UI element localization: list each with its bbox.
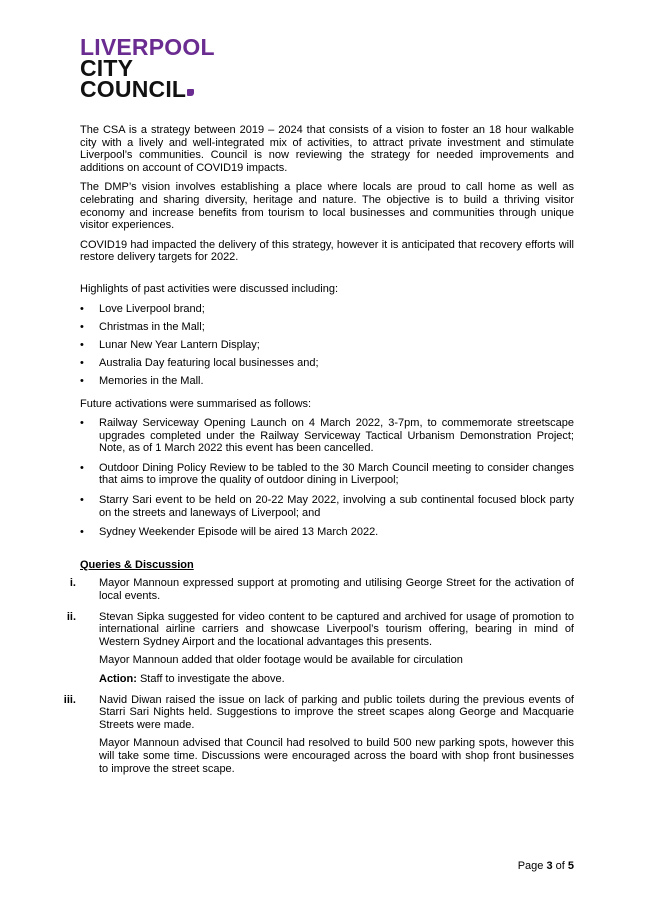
query-paragraph: Stevan Sipka suggested for video content to be captured and archived for usage of promotion to international airline carriers and showcase Liverpool’s tourism offering, bearing in mind of Western Sydney Airport and the locational advantages this presents. — [99, 610, 574, 648]
action-text: Staff to investigate the above. — [136, 673, 285, 685]
document-body — [63, 124, 574, 783]
paragraph-dmp: The DMP’s vision involves establishing a place where locals are proud to call home as well as celebrating and sharing diversity, heritage and nature. The objective is to build a thriving visitor economy and increase benefits from tourism to local businesses and communities through unique visitor experiences. — [80, 181, 574, 232]
item-number: ii. — [66, 610, 76, 623]
list-item: • Love Liverpool brand; — [80, 302, 205, 315]
future-intro: Future activations were summarised as follows: — [80, 397, 312, 410]
list-item: • Australia Day featuring local businesses and; — [80, 356, 319, 369]
item-number: i. — [69, 577, 76, 590]
query-item-ii — [66, 610, 574, 686]
logo-line-city: CITY — [80, 55, 134, 81]
bullet-icon: • — [80, 526, 84, 539]
council-logo — [80, 34, 215, 102]
page-number: Page 3 of 5 — [517, 860, 574, 872]
bullet-icon: • — [80, 302, 84, 315]
query-item-i — [69, 577, 574, 603]
bullet-icon: • — [80, 374, 84, 387]
bullet-icon: • — [80, 494, 84, 507]
bullet-icon: • — [80, 320, 84, 333]
list-item: • Memories in the Mall. — [80, 374, 204, 387]
query-paragraph: Mayor Mannoun added that older footage would be available for circulation — [99, 654, 463, 667]
list-item: • Christmas in the Mall; — [80, 320, 205, 333]
list-item: • Outdoor Dining Policy Review to be tabled to the 30 March Council meeting to consider changes that aims to improve the quality of outdoor dining in Liverpool; — [80, 461, 574, 487]
bullet-icon: • — [80, 356, 84, 369]
section-heading-queries: Queries & Discussion — [80, 558, 194, 571]
item-number: iii. — [63, 693, 76, 706]
bullet-icon: • — [80, 417, 84, 430]
query-paragraph: Mayor Mannoun expressed support at promoting and utilising George Street for the activation of local events. — [99, 577, 574, 603]
list-item: • Lunar New Year Lantern Display; — [80, 338, 260, 351]
list-item: • Starry Sari event to be held on 20-22 May 2022, involving a sub continental focused block party on the streets and laneways of Liverpool; and — [80, 494, 574, 519]
highlights-list — [80, 303, 574, 388]
logo-line-council: COUNCIL — [80, 79, 215, 100]
query-paragraph: Navid Diwan raised the issue on lack of parking and public toilets during the previous events of Starri Sari Nights held. Suggestions to improve the street scapes along George and Macquarie Streets were made. — [99, 693, 574, 731]
query-paragraph: Mayor Mannoun advised that Council had resolved to build 500 new parking spots, however this will take some time. Discussions were encouraged across the board with shop front businesses to improve the street scape. — [99, 737, 574, 775]
list-item: • Railway Serviceway Opening Launch on 4 March 2022, 3-7pm, to commemorate streetscape upgrades completed under the Railway Serviceway Tactical Urbanism Demonstration Project; Note, as of 1 March 2022 this event has been cancelled. — [80, 417, 574, 455]
list-item: • Sydney Weekender Episode will be aired 13 March 2022. — [80, 526, 379, 539]
action-line — [99, 673, 574, 686]
query-item-iii — [63, 693, 574, 776]
logo-line-liverpool: LIVERPOOL — [80, 34, 215, 60]
paragraph-covid: COVID19 had impacted the delivery of this strategy, however it is anticipated that recovery efforts will restore delivery targets for 2022. — [80, 238, 574, 264]
future-list — [80, 417, 574, 539]
bullet-icon: • — [80, 338, 84, 351]
bullet-icon: • — [80, 461, 84, 474]
logo-dot-icon — [187, 89, 194, 96]
paragraph-csa: The CSA is a strategy between 2019 – 2024 that consists of a vision to foster an 18 hour walkable city with a lively and well-integrated mix of activities, to attract private investment and stimulate Liverpool’s communities. Council is now reviewing the strategy for needed improvements and additions on account of COVID19 impacts. — [80, 124, 574, 174]
action-label: Action: — [99, 673, 137, 685]
highlights-intro: Highlights of past activities were discussed including: — [80, 282, 339, 295]
